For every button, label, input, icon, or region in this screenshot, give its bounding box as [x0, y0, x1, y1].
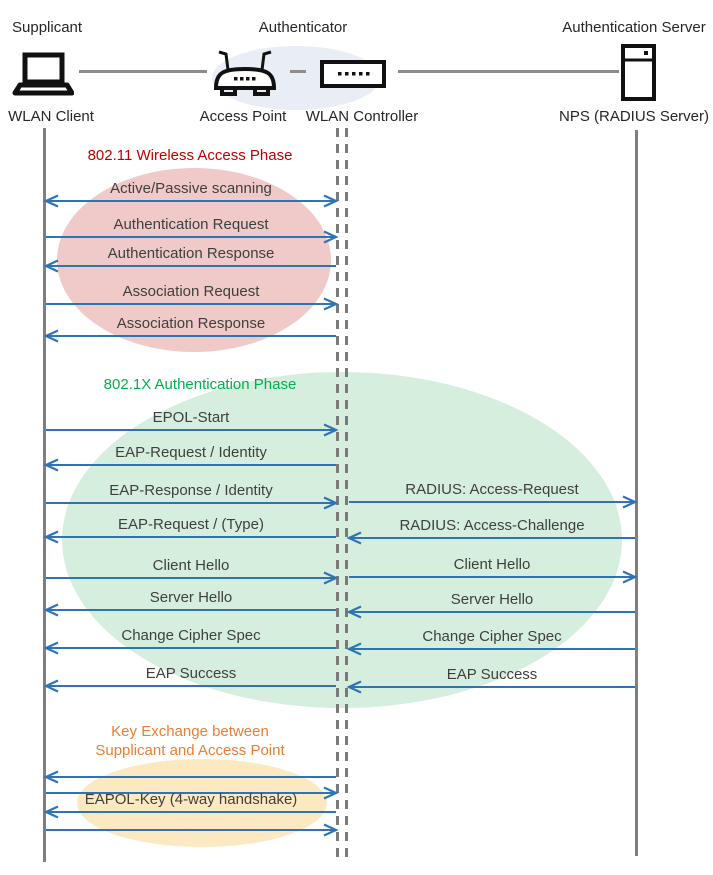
message-label: EAP-Request / Identity	[115, 444, 267, 461]
message-label: EAP-Request / (Type)	[118, 516, 264, 533]
message-arrow	[349, 644, 635, 655]
message-arrow	[46, 460, 336, 471]
message-label: EPOL-Start	[152, 409, 230, 426]
message-arrow	[46, 825, 336, 836]
message-arrow	[46, 605, 336, 616]
message-label: Association Request	[122, 283, 260, 300]
message-arrow	[349, 533, 635, 544]
message-arrow	[46, 232, 336, 243]
message-arrow	[46, 331, 336, 342]
message-label: EAP Success	[446, 666, 538, 683]
message-arrow	[46, 425, 336, 436]
message-label: Active/Passive scanning	[110, 180, 272, 197]
device-label-nps: NPS (RADIUS Server)	[558, 108, 710, 125]
message-arrow	[46, 573, 336, 584]
message-arrow	[46, 261, 336, 272]
device-label-access-point: Access Point	[199, 108, 287, 125]
message-label: Change Cipher Spec	[121, 627, 261, 644]
message-arrow	[46, 643, 336, 654]
phase-80211-title: 802.11 Wireless Access Phase	[87, 147, 293, 164]
message-arrow	[46, 498, 336, 509]
message-arrow	[349, 572, 635, 583]
phase-key-exchange-title-line2: Supplicant and Access Point	[95, 742, 285, 759]
message-arrow	[46, 681, 336, 692]
message-label: RADIUS: Access-Challenge	[399, 517, 585, 534]
message-label: Server Hello	[450, 591, 534, 608]
message-label: Client Hello	[152, 557, 230, 574]
message-label: RADIUS: Access-Request	[405, 481, 579, 498]
message-arrow	[46, 532, 336, 543]
message-arrow	[349, 607, 635, 618]
message-arrow	[349, 682, 635, 693]
message-label: EAP Success	[145, 665, 237, 682]
phase-key-exchange-title-line1: Key Exchange between	[111, 723, 269, 740]
role-label-supplicant: Supplicant	[12, 19, 83, 36]
message-arrow	[46, 772, 336, 783]
message-label: Change Cipher Spec	[422, 628, 562, 645]
phase-8021x-title: 802.1X Authentication Phase	[103, 376, 297, 393]
message-arrow	[46, 807, 336, 818]
message-label: Client Hello	[453, 556, 531, 573]
device-label-wlan-client: WLAN Client	[8, 108, 94, 125]
message-label: EAP-Response / Identity	[109, 482, 273, 499]
role-label-auth-server: Authentication Server	[562, 19, 706, 36]
message-arrow	[46, 196, 336, 207]
device-label-wlan-controller: WLAN Controller	[305, 108, 419, 125]
message-label: EAPOL-Key (4-way handshake)	[84, 791, 298, 808]
message-label: Authentication Response	[107, 245, 275, 262]
phase-key-exchange-title	[95, 722, 284, 760]
message-arrow	[349, 497, 635, 508]
message-label: Server Hello	[149, 589, 233, 606]
message-arrow	[46, 299, 336, 310]
message-label: Authentication Request	[113, 216, 269, 233]
role-label-authenticator: Authenticator	[258, 19, 348, 36]
message-label: Association Response	[116, 315, 266, 332]
